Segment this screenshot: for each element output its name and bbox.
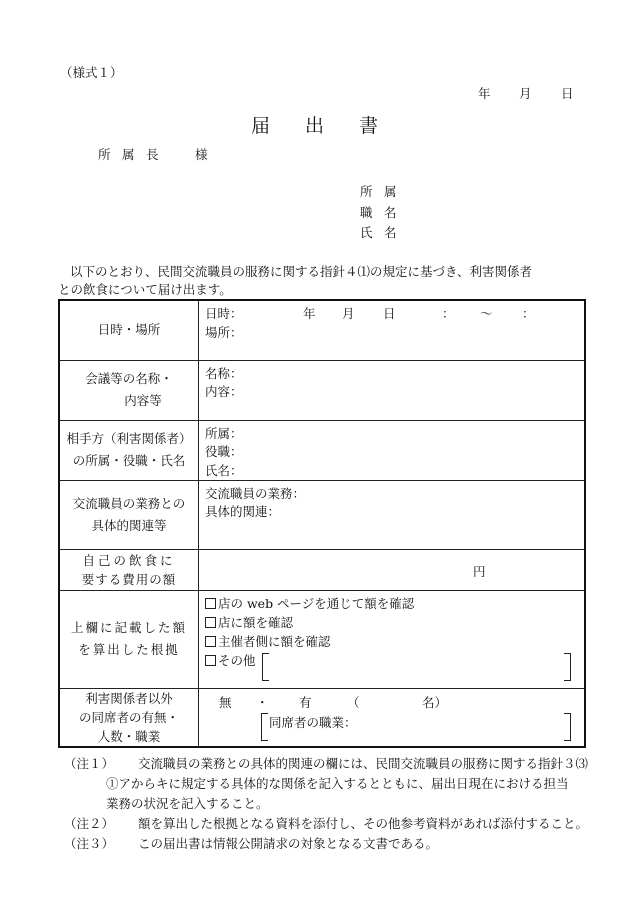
cell-attendees	[199, 688, 586, 747]
sender-name-char-1: 氏	[360, 225, 373, 240]
relation-label: 具体的関連：	[205, 503, 281, 519]
label-basis-line-2: を算出した根拠	[78, 642, 180, 657]
label-basis-line-1: 上欄に記載した額	[70, 620, 187, 635]
intro-line-2: との飲食について届け出ます。	[58, 282, 232, 297]
basis-option-shop-label: 店に額を確認	[218, 614, 294, 630]
note-2-tag: （注２）	[64, 816, 115, 831]
job-bracket-left	[261, 713, 268, 741]
note-3-tag: （注３）	[64, 836, 115, 851]
row-cost	[59, 549, 585, 590]
title-char-2: 出	[305, 115, 325, 137]
attendees-yes[interactable]: 有	[299, 694, 312, 710]
datetime-colon-start: ：	[442, 306, 455, 321]
cell-meeting[interactable]	[199, 360, 586, 420]
intro-line-1: 以下のとおり、民間交流職員の服務に関する指針４⑴の規定に基づき、利害関係者	[70, 264, 533, 279]
counterparty-org-label: 所属：	[205, 425, 243, 441]
counterparty-post-label: 役職：	[205, 443, 243, 459]
attendees-none[interactable]: 無	[219, 694, 232, 710]
note-1-tag: （注１）	[64, 756, 115, 771]
row-counterparty	[59, 420, 585, 480]
addressee-honorific: 様	[195, 147, 208, 162]
notification-table	[58, 299, 586, 748]
basis-option-organizer-label: 主催者側に額を確認	[218, 633, 331, 649]
addressee-char-2: 属	[122, 147, 135, 162]
row-datetime-place	[59, 300, 585, 360]
row-duty-relation	[59, 480, 585, 549]
label-duty-relation	[59, 480, 199, 549]
cell-counterparty[interactable]	[199, 420, 586, 480]
other-bracket-left	[262, 653, 269, 681]
title-char-1: 届	[251, 115, 271, 137]
note-3	[64, 834, 438, 852]
attendees-separator: ・	[256, 694, 269, 710]
label-datetime-place: 日時・場所	[59, 300, 199, 360]
label-attendees-line-2: の同席者の有無・	[78, 709, 179, 725]
date-year-label: 年	[478, 86, 491, 101]
label-meeting-line-1: 会議等の名称・	[85, 371, 173, 386]
sender-org-char-2: 属	[384, 184, 397, 199]
label-duty-line-1: 交流職員の業務との	[72, 495, 186, 511]
basis-option-other-label: その他	[218, 652, 256, 668]
label-counterparty	[59, 420, 199, 480]
label-counterparty-line-2: の所属・役職・氏名	[72, 453, 186, 468]
note-1-cont-1: ①アからキに規定する具体的な関係を記入するとともに、届出日現在における担当	[106, 776, 569, 791]
basis-option-web[interactable]	[205, 594, 414, 612]
label-attendees	[59, 688, 199, 747]
addressee-char-3: 長	[146, 147, 159, 162]
cell-basis	[199, 590, 586, 688]
attendee-job-field[interactable]	[359, 713, 559, 739]
label-cost-line-1: 自己の飲食に	[82, 552, 176, 568]
row-attendees	[59, 688, 585, 747]
sender-post-char-1: 職	[360, 205, 373, 220]
basis-option-other[interactable]	[205, 651, 256, 669]
datetime-range-wave: ～	[480, 306, 493, 321]
label-meeting-line-2: 内容等	[124, 393, 162, 408]
attendee-job-label: 同席者の職業：	[269, 714, 357, 730]
checkbox-icon[interactable]	[205, 617, 216, 628]
label-duty-line-2: 具体的関連等	[91, 517, 167, 533]
attendees-persons-unit: 名）	[422, 694, 448, 710]
note-1	[64, 754, 588, 772]
cell-datetime-place[interactable]	[199, 300, 586, 360]
other-bracket-right	[564, 653, 571, 681]
label-basis	[59, 590, 199, 688]
sender-org-char-1: 所	[360, 184, 373, 199]
place-label: 場所：	[205, 325, 243, 340]
note-1-text: 交流職員の業務との具体的関連の欄には、民間交流職員の服務に関する指針３⑶	[138, 756, 589, 771]
counterparty-name-label: 氏名：	[205, 462, 243, 478]
label-meeting	[59, 360, 199, 420]
basis-option-web-label: 店の web ページを通じて額を確認	[218, 595, 415, 611]
basis-option-organizer[interactable]	[205, 632, 331, 650]
attendees-paren-open: （	[347, 694, 360, 710]
datetime-month: 月	[342, 306, 355, 321]
checkbox-icon[interactable]	[205, 655, 216, 666]
checkbox-icon[interactable]	[205, 636, 216, 647]
title-char-3: 書	[359, 115, 379, 137]
other-detail-field[interactable]	[270, 653, 560, 679]
note-2	[64, 814, 588, 832]
row-basis	[59, 590, 585, 688]
datetime-year: 年	[303, 306, 316, 321]
addressee-char-1: 所	[98, 147, 111, 162]
note-1-cont-2: 業務の状況を記入すること。	[106, 796, 269, 811]
yen-unit: 円	[473, 563, 486, 579]
meeting-name-label: 名称：	[205, 365, 243, 381]
label-attendees-line-3: 人数・職業	[97, 728, 161, 744]
datetime-day: 日	[383, 306, 396, 321]
cell-duty-relation[interactable]	[199, 480, 586, 549]
label-cost-line-2: 要する費用の額	[81, 571, 177, 587]
meeting-content-label: 内容：	[205, 383, 243, 399]
checkbox-icon[interactable]	[205, 598, 216, 609]
job-bracket-right	[564, 713, 571, 741]
basis-option-shop[interactable]	[205, 613, 293, 631]
form-number: （様式１）	[60, 65, 123, 80]
label-attendees-line-1: 利害関係者以外	[85, 690, 173, 706]
label-cost	[59, 549, 199, 590]
sender-name-char-2: 名	[384, 225, 397, 240]
note-3-text: この届出書は情報公開請求の対象となる文書である。	[138, 836, 439, 851]
row-meeting	[59, 360, 585, 420]
sender-post-char-2: 名	[384, 205, 397, 220]
datetime-colon-end: ：	[522, 306, 535, 321]
note-2-text: 額を算出した根拠となる資料を添付し、その他参考資料があれば添付すること。	[138, 816, 589, 831]
duty-label: 交流職員の業務：	[205, 485, 306, 501]
datetime-label: 日時：	[205, 306, 243, 321]
label-counterparty-line-1: 相手方（利害関係者）	[66, 431, 192, 446]
date-day-label: 日	[561, 86, 574, 101]
date-month-label: 月	[519, 86, 532, 101]
cell-cost[interactable]	[199, 549, 586, 590]
